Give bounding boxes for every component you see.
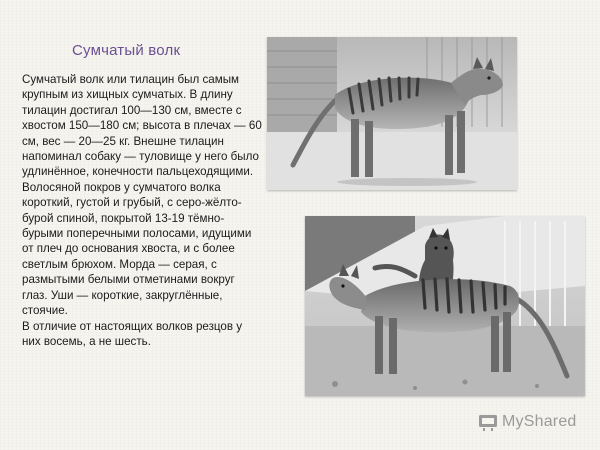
body-text — [22, 72, 262, 349]
paragraph-incisors: В отличие от настоящих волков резцов у них восемь, а не шесть. — [22, 319, 243, 348]
myshared-logo-icon — [478, 412, 498, 432]
myshared-watermark — [478, 411, 577, 433]
slide-title: Сумчатый волк — [72, 42, 181, 59]
paragraph-description: Сумчатый волк или тилацин был самым крупным из хищных сумчатых. В длину тилацин достигал 100—130 см, вместе с хвостом 150—180 см; высота в плечах — 60 см, вес — 20—25 кг. Внешне тилацин напоминал собаку — туловище у него было удлинённое, конечности пальцеходящими. Волосяной покров у сумчатого волка короткий, густой и грубый, с серо-жёлто-бурой спиной, покрытой 13-19 тёмно-бурыми поперечными полосами, идущими от плеч до основания хвоста, и с более светлым брюхом. Морда — серая, с размытыми белыми отметинами вокруг глаз. Уши — короткие, закруглённые, стоячие. — [22, 73, 262, 318]
thylacine-photo-standing — [267, 37, 517, 190]
thylacine-photo-enclosure — [305, 216, 585, 396]
watermark-text: MyShared — [502, 413, 577, 430]
